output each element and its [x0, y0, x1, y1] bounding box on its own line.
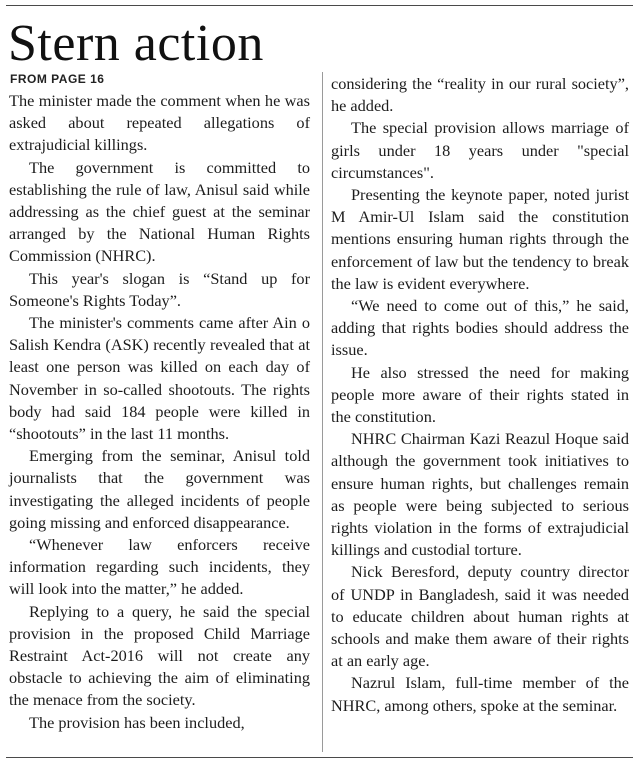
- paragraph: The minister made the comment when he was asked about repeated allegations of extrajudicial killings.: [9, 91, 310, 155]
- paragraph: Presenting the keynote paper, noted jurist M Amir-Ul Islam said the constitution mentions ensuring human rights through the enforcement of law but the tendency to break the law is evident everywhere.: [331, 185, 629, 293]
- paragraph: The government is committed to establishing the rule of law, Anisul said while addressing as the chief guest at the seminar arranged by the National Human Rights Commission (NHRC).: [9, 157, 310, 266]
- paragraph: Nazrul Islam, full-time member of the NHRC, among others, spoke at the seminar.: [331, 673, 629, 715]
- paragraph: The minister's comments came after Ain o Salish Kendra (ASK) recently revealed that at least one person was killed on each day of November in so-called shootouts. The rights body had said 184 people were killed in “shootouts” in the last 11 months.: [9, 313, 310, 444]
- column-divider: [322, 72, 323, 752]
- paragraph: “We need to come out of this,” he said, adding that rights bodies should address the issue.: [331, 296, 629, 360]
- paragraph: The special provision allows marriage of girls under 18 years under "special circumstances".: [331, 118, 629, 182]
- left-column: [9, 90, 310, 734]
- paragraph: Nick Beresford, deputy country director of UNDP in Bangladesh, said it was needed to educate children about human rights at schools and make them aware of their rights at an early age.: [331, 562, 629, 671]
- paragraph: He also stressed the need for making people more aware of their rights stated in the constitution.: [331, 362, 629, 427]
- right-column: [331, 73, 629, 717]
- paragraph: NHRC Chairman Kazi Reazul Hoque said although the government took initiatives to ensure human rights, but challenges remain as people were being subjected to serious rights violation in the forms of extrajudicial killings and custodial torture.: [331, 429, 629, 560]
- headline: Stern action: [8, 15, 264, 72]
- paragraph: Emerging from the seminar, Anisul told journalists that the government was investigating the alleged incidents of people going missing and enforced disappearance.: [9, 446, 310, 532]
- paragraph: Replying to a query, he said the special provision in the proposed Child Marriage Restraint Act-2016 will not create any obstacle to achieving the aim of eliminating the menace from the society.: [9, 601, 310, 710]
- paragraph: This year's slogan is “Stand up for Someone's Rights Today”.: [9, 268, 310, 310]
- paragraph: considering the “reality in our rural society”, he added.: [331, 74, 629, 116]
- paragraph: “Whenever law enforcers receive information regarding such incidents, they will look into the matter,” he added.: [9, 535, 310, 599]
- paragraph: The provision has been included,: [29, 712, 245, 732]
- top-rule: [6, 5, 633, 6]
- bottom-rule: [6, 757, 633, 758]
- jump-line: FROM PAGE 16: [10, 72, 105, 86]
